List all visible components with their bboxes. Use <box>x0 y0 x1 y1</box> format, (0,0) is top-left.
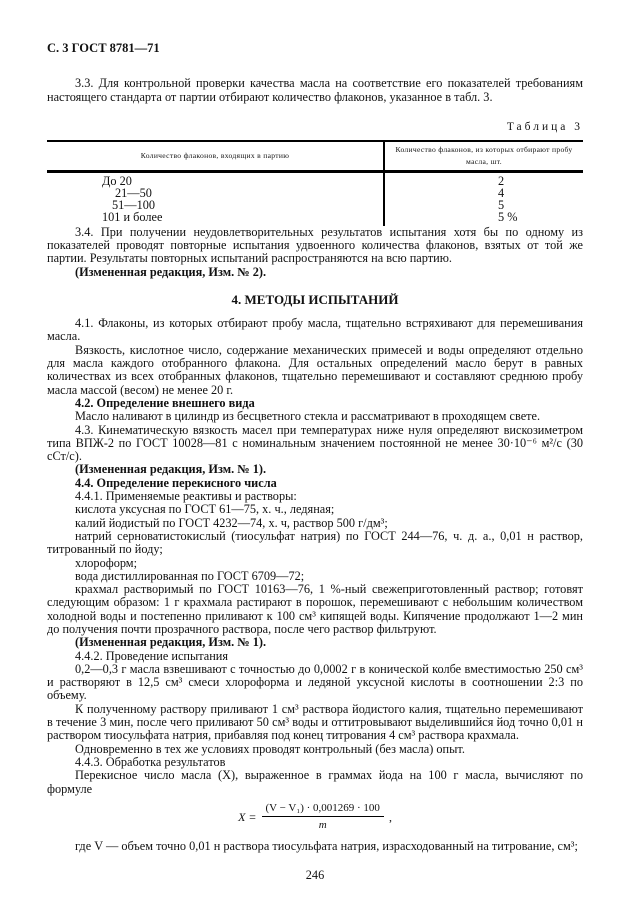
paragraph-4-1: 4.1. Флаконы, из которых отбирают пробу масла, тщательно встряхивают для перемешивания масла. <box>47 316 583 344</box>
section-heading: 4. МЕТОДЫ ИСПЫТАНИЙ <box>231 291 399 307</box>
reagent-item: вода дистиллированная по ГОСТ 6709—72; <box>75 568 305 583</box>
table-row <box>47 187 583 199</box>
table-cell: 101 и более <box>47 211 384 226</box>
paragraph: К полученному раствору приливают 1 см³ раствора йодистого калия, тщательно перемешивают в течение 3 мин, после чего приливают 50 см³ воды и оттитровывают выделившийся йод точно 0,01 н раствором тиосульфата натрия, прибавляя под конец титрования 4 см³ раствора крахмала. <box>47 701 583 743</box>
paragraph: Вязкость, кислотное число, содержание механических примесей и воды определяют отдельно для масла каждого отобранного флакона. Для остальных определений масло берут в равных количествах из всех отобранных флаконов, тщательно перемешивают и составляют среднюю пробу масла массой (весом) не менее 20 г. <box>47 342 583 397</box>
paragraph: 0,2—0,3 г масла взвешивают с точностью до 0,0002 г в конической колбе вместимостью 250 см³ и растворяют в 12,5 см³ смеси хлороформа и ледяной уксусной кислоты в соотношении 2:3 по объему. <box>47 661 583 703</box>
subheading-4-2: 4.2. Определение внешнего вида <box>75 395 255 410</box>
paragraph: Перекисное число масла (X), выраженное в граммах йода на 100 г масла, вычисляют по формуле <box>47 768 583 796</box>
paragraph-4-4-3: 4.4.3. Обработка результатов <box>75 754 226 769</box>
amendment-note: (Измененная редакция, Изм. № 1). <box>75 635 267 650</box>
paragraph-4-4-1: 4.4.1. Применяемые реактивы и растворы: <box>75 489 297 504</box>
paragraph: Одновременно в тех же условиях проводят контрольный (без масла) опыт. <box>75 741 465 756</box>
formula <box>47 802 583 833</box>
running-header: С. 3 ГОСТ 8781—71 <box>47 41 160 55</box>
table-cell: 51—100 <box>47 199 384 211</box>
table-row <box>47 199 583 211</box>
table-cell: 4 <box>498 185 505 200</box>
paragraph-3-4: 3.4. При получении неудовлетворительных результатов испытания хотя бы по одному из показателей проводят повторные испытания удвоенного количества флаконов, взятых от той же партии. Результаты повторных испытаний распространяются на всю партию. <box>47 224 583 266</box>
reagent-item: калий йодистый по ГОСТ 4232—74, х. ч, раствор 500 г/дм³; <box>75 515 388 530</box>
formula-numerator: (V − V₁) · 0,001269 · 100 <box>262 802 384 817</box>
paragraph: Масло наливают в цилиндр из бесцветного стекла и рассматривают в проходящем свете. <box>75 409 541 424</box>
reagent-item: натрий серноватистокислый (тиосульфат натрия) по ГОСТ 244—76, ч. д. а., 0,01 н раствор, титрованный по йоду; <box>47 528 583 557</box>
paragraph-where: где V — объем точно 0,01 н раствора тиосульфата натрия, израсходованный на титрование, см³; <box>75 839 578 854</box>
table-cell: 2 <box>498 173 505 188</box>
reagent-item: хлороформ; <box>75 555 138 570</box>
formula-trail: , <box>388 809 392 824</box>
table-cell: До 20 <box>47 175 384 187</box>
table-header-cell: Количество флаконов, из которых отбирают пробу масла, шт. <box>384 141 583 172</box>
formula-fraction <box>262 802 384 833</box>
table-header-row <box>47 141 583 172</box>
table-cell: 5 % <box>498 209 518 224</box>
table-caption: Таблица 3 <box>506 120 583 133</box>
subheading-4-4: 4.4. Определение перекисного числа <box>75 475 277 490</box>
paragraph-4-4-2: 4.4.2. Проведение испытания <box>75 648 229 663</box>
table-row <box>47 211 583 226</box>
formula-lhs: X = <box>238 809 257 824</box>
table-3 <box>47 140 583 226</box>
table-header-cell: Количество флаконов, входящих в партию <box>47 141 384 172</box>
reagent-item: кислота уксусная по ГОСТ 61—75, х. ч., ледяная; <box>75 502 335 517</box>
table-cell: 21—50 <box>47 187 384 199</box>
table-row <box>47 175 583 187</box>
amendment-note: (Измененная редакция, Изм. № 2). <box>75 264 267 279</box>
page-number: 246 <box>305 867 325 882</box>
formula-denominator: m <box>318 819 327 832</box>
paragraph-3-3: 3.3. Для контрольной проверки качества масла на соответствие его показателей требованиям настоящего стандарта от партии отбирают количество флаконов, указанное в табл. 3. <box>47 76 583 104</box>
paragraph-4-3: 4.3. Кинематическую вязкость масел при температурах ниже нуля определяют вискозиметром типа ВПЖ-2 по ГОСТ 10028—81 с номинальным значением постоянной не менее 30·10⁻⁶ м²/с (30 сСт/с). <box>47 422 583 464</box>
document-page <box>47 42 583 882</box>
reagent-item: крахмал растворимый по ГОСТ 10163—76, 1 %-ный свежеприготовленный раствор; готовят следующим образом: 1 г крахмала растирают в порошок, перемешивают с небольшим количеством холодной воды и постепенно приливают к 100 см³ кипящей воды. Кипячение продолжают 1—2 мин до получения почти прозрачного раствора, после чего раствор фильтруют. <box>47 582 583 636</box>
table-cell: 5 <box>498 197 505 212</box>
amendment-note: (Измененная редакция, Изм. № 1). <box>75 462 267 477</box>
